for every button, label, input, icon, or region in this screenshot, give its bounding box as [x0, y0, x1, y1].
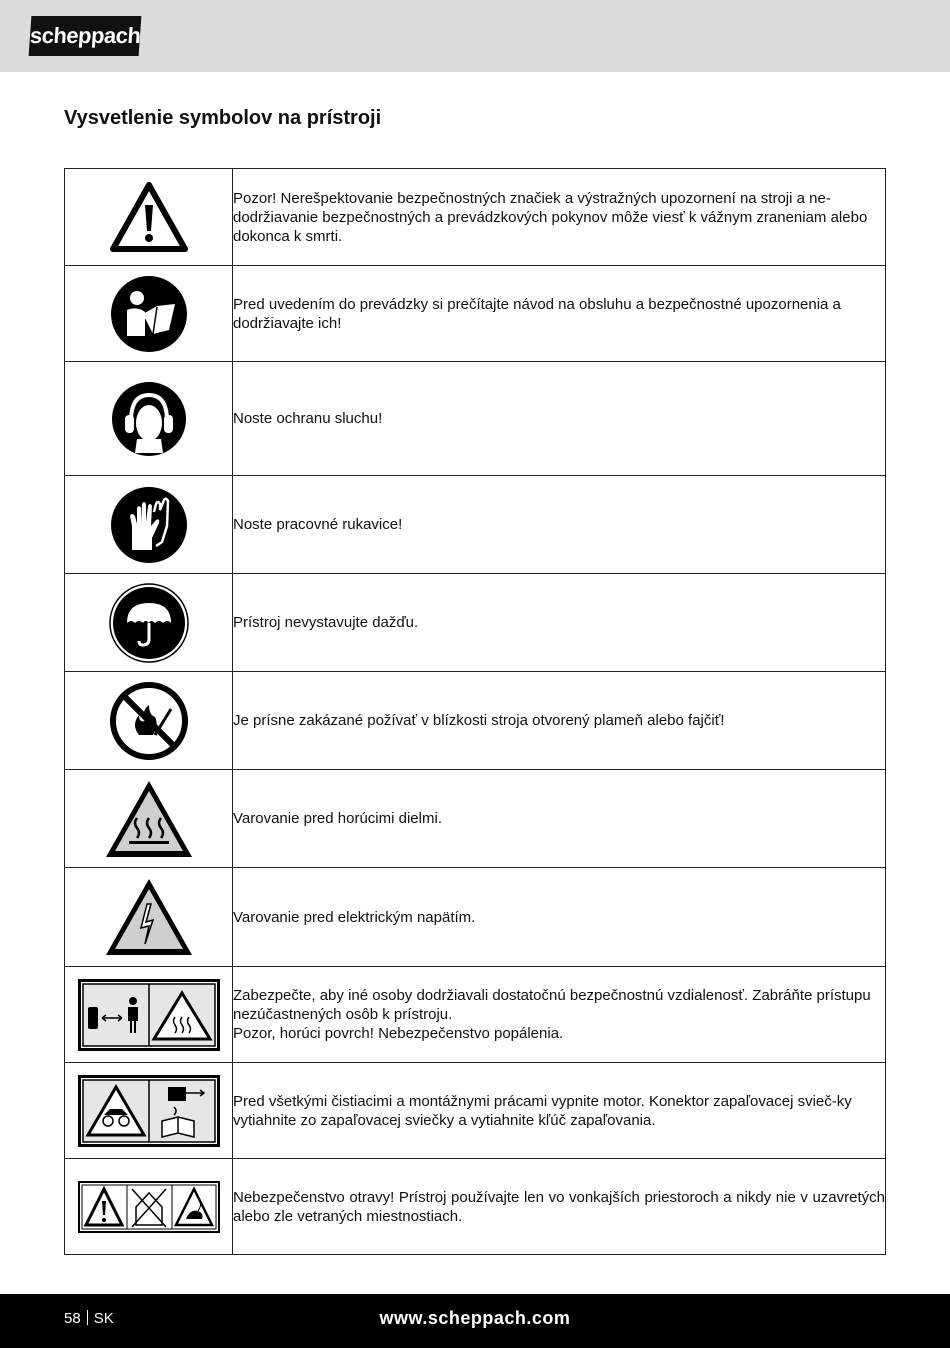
description-line: Noste ochranu sluchu!: [233, 410, 383, 427]
scheppach-logo: scheppach: [29, 16, 142, 56]
poisoning-hazard-icon: [78, 1181, 220, 1233]
description-line: Varovanie pred elektrickým napätím.: [233, 908, 476, 926]
no-open-flame-icon: [109, 681, 189, 761]
symbol-icon-cell: [65, 770, 233, 868]
symbol-description: [233, 476, 886, 574]
symbol-row: [65, 868, 886, 967]
symbol-row: [65, 1063, 886, 1159]
symbol-row: [65, 476, 886, 574]
description-line: Pozor! Nerešpektovanie bezpečnostných značiek a výstražných upozornení na stroji a ne-dodržiavanie bezpečnostných a prevádzkových pokynov môže viesť k vážnym zraneniam alebo dokonca k smrti.: [233, 189, 868, 245]
symbol-row: [65, 169, 886, 266]
hot-surface-icon: [103, 778, 195, 860]
symbol-description: [233, 967, 886, 1063]
symbol-description: [233, 770, 886, 868]
symbol-icon-cell: [65, 169, 233, 266]
language-code: SK: [93, 1310, 114, 1327]
website-link[interactable]: www.scheppach.com: [379, 1308, 571, 1328]
description-line: Je prísne zakázané požívať v blízkosti stroja otvorený plameň alebo fajčiť!: [233, 712, 725, 729]
symbol-icon-cell: [65, 574, 233, 672]
description-line: Varovanie pred horúcimi dielmi.: [233, 810, 442, 827]
description-line: Zabezpečte, aby iné osoby dodržiavali dostatočnú bezpečnostnú vzdialenosť. Zabráňte prístupu nezúčastnených osôb k prístroju.: [233, 987, 871, 1023]
symbol-icon-cell: [65, 362, 233, 476]
symbol-icon-cell: [65, 1063, 233, 1159]
symbol-icon-cell: [65, 1159, 233, 1255]
read-manual-icon: [109, 274, 189, 354]
description-line: Pozor, horúci povrch! Nebezpečenstvo popálenia.: [233, 1025, 564, 1042]
description-line: Pred všetkými čistiacimi a montážnymi prácami vypnite motor. Konektor zapaľovacej svieč-ky vytiahnite zo zapaľovacej sviečky a vytiahnite kľúč zapaľovania.: [233, 1092, 852, 1129]
description-line: Nebezpečenstvo otravy! Prístroj používajte len vo vonkajších priestoroch a nikdy nie v uzavretých alebo zle vetraných miestnostiach.: [233, 1188, 885, 1225]
gloves-icon: [110, 486, 188, 564]
page-footer: [0, 1294, 950, 1348]
symbol-description: [233, 574, 886, 672]
safety-distance-hot-surface-icon: [78, 979, 220, 1051]
symbol-row: [65, 967, 886, 1063]
description-line: Noste pracovné rukavice!: [233, 516, 403, 533]
symbol-icon-cell: [65, 476, 233, 574]
description-line: Pred uvedením do prevádzky si prečítajte návod na obsluhu a bezpečnostné upozornenia a dodržiavajte ich!: [233, 295, 841, 332]
symbol-description: [233, 169, 886, 266]
symbol-description: [233, 672, 886, 770]
section-title: Vysvetlenie symbolov na prístroji: [64, 107, 382, 129]
symbol-description: [233, 362, 886, 476]
symbol-icon-cell: [65, 672, 233, 770]
symbol-row: [65, 672, 886, 770]
page-header: [0, 0, 950, 72]
ear-protection-icon: [111, 381, 187, 457]
symbol-icon-cell: [65, 967, 233, 1063]
symbol-icon-cell: [65, 266, 233, 362]
description-line: Prístroj nevystavujte dažďu.: [233, 614, 419, 631]
symbol-icon-cell: [65, 868, 233, 967]
maintenance-spark-plug-icon: [78, 1075, 220, 1147]
electric-voltage-icon: [103, 876, 195, 958]
umbrella-icon: [109, 583, 189, 663]
symbol-table: [64, 168, 886, 1255]
symbol-row: [65, 266, 886, 362]
warning-triangle-icon: [109, 181, 189, 253]
symbol-row: [65, 574, 886, 672]
page-number-value: 58: [64, 1310, 81, 1327]
symbol-row: [65, 1159, 886, 1255]
symbol-description: [233, 1159, 886, 1255]
symbol-description: [233, 868, 886, 967]
symbol-row: [65, 770, 886, 868]
symbol-row: [65, 362, 886, 476]
symbol-description: [233, 266, 886, 362]
symbol-description: [233, 1063, 886, 1159]
